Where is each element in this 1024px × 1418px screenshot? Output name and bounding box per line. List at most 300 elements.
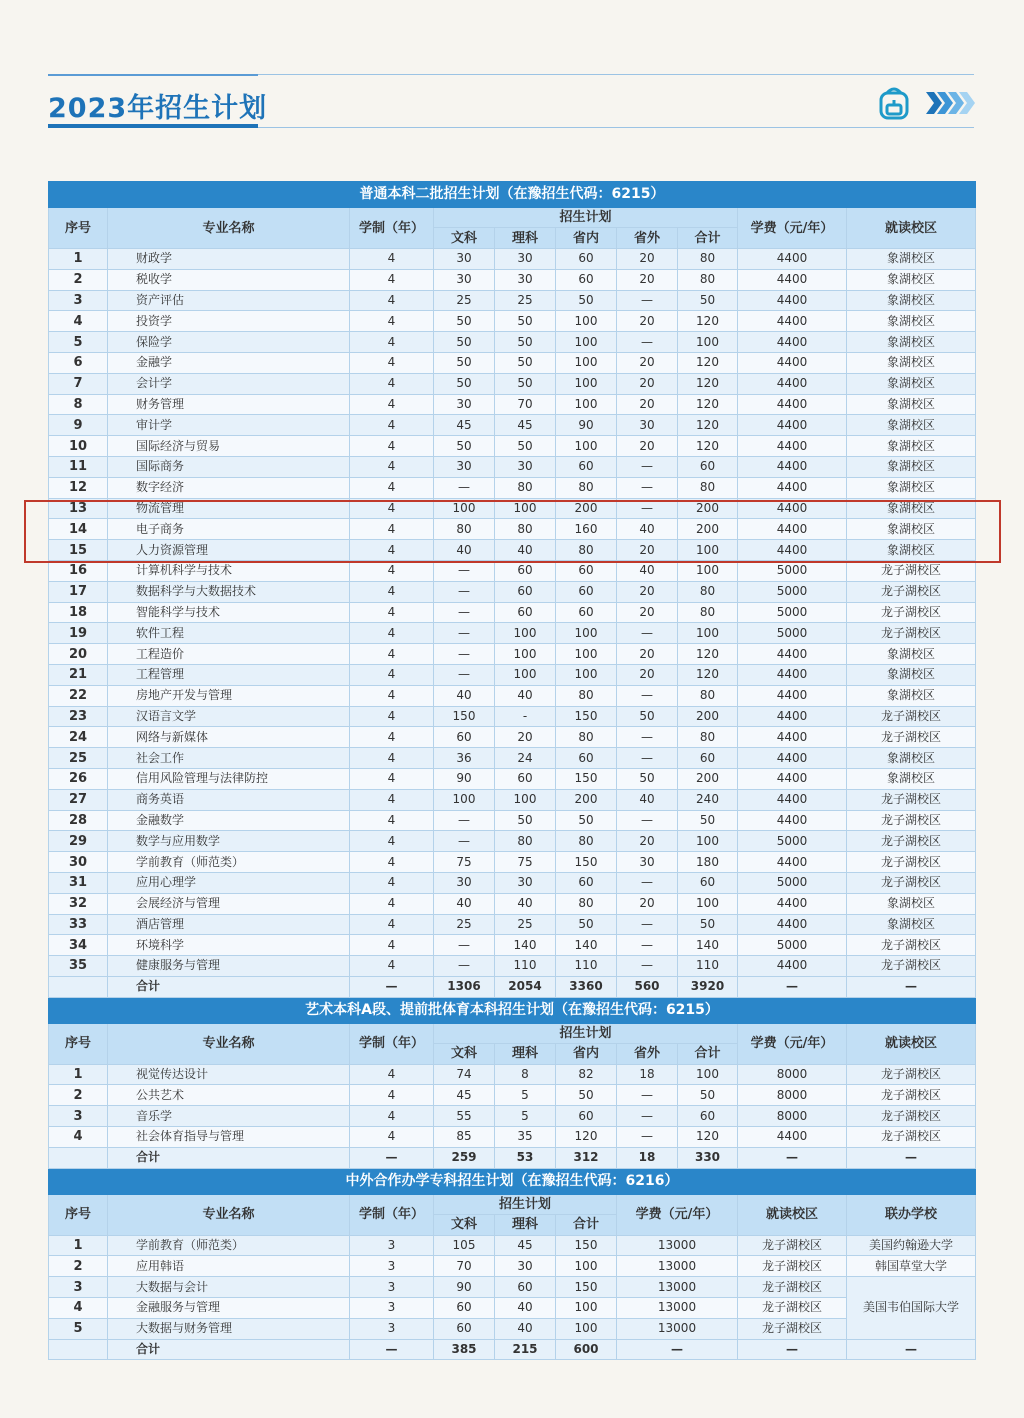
cell-arts: 60 xyxy=(434,1318,495,1339)
cell-major: 网络与新媒体 xyxy=(108,727,350,748)
cell-seq: 18 xyxy=(49,602,108,623)
cell-outprov: — xyxy=(617,956,678,977)
cell-major: 物流管理 xyxy=(108,498,350,519)
cell-total: 80 xyxy=(678,477,738,498)
cell-years: 4 xyxy=(350,352,434,373)
col-inprov: 省内 xyxy=(556,228,617,249)
cell-arts: 30 xyxy=(434,394,495,415)
cell-seq: 19 xyxy=(49,623,108,644)
cell-arts: 90 xyxy=(434,1277,495,1298)
cell-fee: 4400 xyxy=(738,685,847,706)
cell-years: 4 xyxy=(350,706,434,727)
cell-outprov: — xyxy=(617,935,678,956)
col-partner: 联办学校 xyxy=(847,1194,976,1235)
cell-arts: 100 xyxy=(434,498,495,519)
cell-campus: 龙子湖校区 xyxy=(847,956,976,977)
cell-fee: 4400 xyxy=(738,498,847,519)
total-row xyxy=(49,976,976,997)
cell-total: 60 xyxy=(678,748,738,769)
cell-years: 4 xyxy=(350,456,434,477)
cell-seq: 21 xyxy=(49,664,108,685)
cell-years: 4 xyxy=(350,436,434,457)
cell-campus: 象湖校区 xyxy=(847,768,976,789)
cell-major: 健康服务与管理 xyxy=(108,956,350,977)
col-seq: 序号 xyxy=(49,208,108,249)
cell-inprov: 312 xyxy=(556,1147,617,1168)
cell-total: 100 xyxy=(556,1256,617,1277)
cell-outprov: — xyxy=(617,290,678,311)
cell-outprov: 50 xyxy=(617,706,678,727)
cell-years: 4 xyxy=(350,727,434,748)
cell-sci: 5 xyxy=(495,1106,556,1127)
cell-sci: 100 xyxy=(495,644,556,665)
table-row xyxy=(49,249,976,270)
cell-outprov: — xyxy=(617,456,678,477)
cell-arts: 50 xyxy=(434,373,495,394)
cell-outprov: — xyxy=(617,477,678,498)
cell-total: 180 xyxy=(678,852,738,873)
cell-total: 120 xyxy=(678,644,738,665)
cell-inprov: 60 xyxy=(556,748,617,769)
table-row xyxy=(49,831,976,852)
cell-major: 资产评估 xyxy=(108,290,350,311)
col-inprov: 省内 xyxy=(556,1043,617,1064)
cell-fee: 4400 xyxy=(738,540,847,561)
cell-major: 信用风险管理与法律防控 xyxy=(108,768,350,789)
cell-years: 3 xyxy=(350,1277,434,1298)
cell-outprov: 50 xyxy=(617,768,678,789)
cell-years: — xyxy=(350,976,434,997)
cell-major: 环境科学 xyxy=(108,935,350,956)
cell-campus: 象湖校区 xyxy=(847,269,976,290)
cell-arts: 150 xyxy=(434,706,495,727)
cell-fee: 4400 xyxy=(738,415,847,436)
cell-major: 投资学 xyxy=(108,311,350,332)
col-campus: 就读校区 xyxy=(847,208,976,249)
table-row xyxy=(49,768,976,789)
cell-total: 100 xyxy=(678,540,738,561)
cell-outprov: 18 xyxy=(617,1064,678,1085)
cell-seq: 1 xyxy=(49,1064,108,1085)
cell-outprov: 20 xyxy=(617,664,678,685)
cell-seq: 4 xyxy=(49,311,108,332)
cell-seq: 3 xyxy=(49,1106,108,1127)
cell-years: 4 xyxy=(350,685,434,706)
cell-major: 工程造价 xyxy=(108,644,350,665)
col-seq: 序号 xyxy=(49,1023,108,1064)
cell-arts: 80 xyxy=(434,519,495,540)
cell-sci: 140 xyxy=(495,935,556,956)
cell-sci: 5 xyxy=(495,1085,556,1106)
cell-total: 100 xyxy=(678,560,738,581)
cell-inprov: 100 xyxy=(556,436,617,457)
cell-arts: — xyxy=(434,810,495,831)
cell-total: 150 xyxy=(556,1235,617,1256)
cell-major: 大数据与会计 xyxy=(108,1277,350,1298)
cell-years: 4 xyxy=(350,249,434,270)
highlight-box xyxy=(24,500,1001,563)
cell-arts: 50 xyxy=(434,311,495,332)
cell-arts: — xyxy=(434,664,495,685)
cell-fee: 4400 xyxy=(738,519,847,540)
col-years: 学制（年） xyxy=(350,208,434,249)
cell-campus: 象湖校区 xyxy=(847,914,976,935)
cell-inprov: 100 xyxy=(556,623,617,644)
cell-inprov: 200 xyxy=(556,789,617,810)
cell-campus: — xyxy=(847,976,976,997)
cell-major: 国际商务 xyxy=(108,456,350,477)
cell-total: 120 xyxy=(678,311,738,332)
cell-sci: 30 xyxy=(495,249,556,270)
cell-major: 财政学 xyxy=(108,249,350,270)
cell-seq: 3 xyxy=(49,1277,108,1298)
col-years: 学制（年） xyxy=(350,1194,434,1235)
cell-seq: 5 xyxy=(49,332,108,353)
cell-fee: 4400 xyxy=(738,852,847,873)
cell-outprov: 20 xyxy=(617,602,678,623)
table-row xyxy=(49,810,976,831)
col-arts: 文科 xyxy=(434,1043,495,1064)
cell-arts: 75 xyxy=(434,852,495,873)
cell-fee: 4400 xyxy=(738,332,847,353)
cell-inprov: 80 xyxy=(556,540,617,561)
cell-total: 50 xyxy=(678,1085,738,1106)
cell-years: 4 xyxy=(350,852,434,873)
cell-years: 4 xyxy=(350,956,434,977)
cell-outprov: 40 xyxy=(617,560,678,581)
cell-sci: 50 xyxy=(495,352,556,373)
cell-inprov: 50 xyxy=(556,1085,617,1106)
cell-campus: 象湖校区 xyxy=(847,498,976,519)
cell-total: 120 xyxy=(678,436,738,457)
cell-major: 学前教育（师范类） xyxy=(108,852,350,873)
table-row xyxy=(49,706,976,727)
table-row xyxy=(49,727,976,748)
cell-sci: 60 xyxy=(495,581,556,602)
cell-total: 80 xyxy=(678,249,738,270)
cell-outprov: 18 xyxy=(617,1147,678,1168)
cell-seq: 3 xyxy=(49,290,108,311)
cell-sci: 80 xyxy=(495,831,556,852)
cell-inprov: 200 xyxy=(556,498,617,519)
cell-major: 审计学 xyxy=(108,415,350,436)
cell-major: 大数据与财务管理 xyxy=(108,1318,350,1339)
cell-major: 金融学 xyxy=(108,352,350,373)
cell-years: 4 xyxy=(350,540,434,561)
cell-campus: 象湖校区 xyxy=(847,249,976,270)
cell-years: 4 xyxy=(350,602,434,623)
cell-fee: 13000 xyxy=(617,1277,738,1298)
table-row xyxy=(49,602,976,623)
table-row xyxy=(49,436,976,457)
cell-total: 60 xyxy=(678,1106,738,1127)
table-row xyxy=(49,1318,976,1339)
cell-sci: 20 xyxy=(495,727,556,748)
cell-sci: 100 xyxy=(495,623,556,644)
cell-fee: 5000 xyxy=(738,623,847,644)
col-sci: 理科 xyxy=(495,1214,556,1235)
cell-arts: 30 xyxy=(434,249,495,270)
cell-partner: 韩国草堂大学 xyxy=(847,1256,976,1277)
cell-years: 4 xyxy=(350,477,434,498)
cell-outprov: — xyxy=(617,1106,678,1127)
cell-major: 软件工程 xyxy=(108,623,350,644)
cell-outprov: 20 xyxy=(617,436,678,457)
cell-sci: 40 xyxy=(495,1318,556,1339)
cell-years: 4 xyxy=(350,415,434,436)
cell-inprov: 100 xyxy=(556,352,617,373)
cell-seq xyxy=(49,1147,108,1168)
cell-years: 4 xyxy=(350,935,434,956)
cell-fee: 4400 xyxy=(738,290,847,311)
cell-years: 4 xyxy=(350,1064,434,1085)
table-row xyxy=(49,1256,976,1277)
cell-years: 4 xyxy=(350,768,434,789)
table-row xyxy=(49,1277,976,1298)
cell-seq: 25 xyxy=(49,748,108,769)
cell-seq: 1 xyxy=(49,249,108,270)
cell-total: 80 xyxy=(678,581,738,602)
cell-fee: 4400 xyxy=(738,727,847,748)
cell-sci: 50 xyxy=(495,436,556,457)
cell-campus: 象湖校区 xyxy=(847,748,976,769)
cell-sci: 60 xyxy=(495,602,556,623)
cell-major: 保险学 xyxy=(108,332,350,353)
table-row xyxy=(49,914,976,935)
cell-inprov: 50 xyxy=(556,914,617,935)
cell-years: 4 xyxy=(350,914,434,935)
cell-seq xyxy=(49,1339,108,1360)
cell-fee: — xyxy=(738,1147,847,1168)
col-years: 学制（年） xyxy=(350,1023,434,1064)
cell-fee: 4400 xyxy=(738,311,847,332)
cell-campus: 龙子湖校区 xyxy=(738,1235,847,1256)
cell-total: 120 xyxy=(678,415,738,436)
cell-total: 50 xyxy=(678,810,738,831)
cell-major: 会计学 xyxy=(108,373,350,394)
cell-outprov: 30 xyxy=(617,415,678,436)
cell-years: 4 xyxy=(350,519,434,540)
cell-fee: 4400 xyxy=(738,373,847,394)
cell-total: 100 xyxy=(678,332,738,353)
cell-sci: 100 xyxy=(495,789,556,810)
cell-campus: 龙子湖校区 xyxy=(847,1064,976,1085)
col-arts: 文科 xyxy=(434,228,495,249)
cell-sci: 40 xyxy=(495,685,556,706)
cell-years: — xyxy=(350,1339,434,1360)
cell-inprov: 3360 xyxy=(556,976,617,997)
cell-total: 100 xyxy=(678,623,738,644)
cell-major: 商务英语 xyxy=(108,789,350,810)
cell-seq: 4 xyxy=(49,1127,108,1148)
cell-years: — xyxy=(350,1147,434,1168)
cell-total: 120 xyxy=(678,1127,738,1148)
cell-inprov: 60 xyxy=(556,456,617,477)
col-fee: 学费（元/年） xyxy=(738,1023,847,1064)
cell-partner: 美国约翰逊大学 xyxy=(847,1235,976,1256)
cell-sci: 53 xyxy=(495,1147,556,1168)
cell-fee: 4400 xyxy=(738,748,847,769)
table-row xyxy=(49,1127,976,1148)
cell-total: 120 xyxy=(678,664,738,685)
cell-total: 600 xyxy=(556,1339,617,1360)
cell-campus: 象湖校区 xyxy=(847,893,976,914)
col-sci: 理科 xyxy=(495,228,556,249)
cell-sci: 80 xyxy=(495,477,556,498)
cell-major: 社会体育指导与管理 xyxy=(108,1127,350,1148)
cell-total: 100 xyxy=(556,1298,617,1319)
cell-years: 4 xyxy=(350,1085,434,1106)
cell-outprov: — xyxy=(617,623,678,644)
cell-seq: 32 xyxy=(49,893,108,914)
cell-fee: 4400 xyxy=(738,1127,847,1148)
cell-outprov: 20 xyxy=(617,831,678,852)
cell-total: 200 xyxy=(678,519,738,540)
cell-total: 80 xyxy=(678,269,738,290)
cell-campus: 象湖校区 xyxy=(847,394,976,415)
cell-fee: 4400 xyxy=(738,477,847,498)
cell-major: 人力资源管理 xyxy=(108,540,350,561)
cell-inprov: 80 xyxy=(556,727,617,748)
cell-sci: 30 xyxy=(495,456,556,477)
cell-seq: 28 xyxy=(49,810,108,831)
cell-campus: 象湖校区 xyxy=(847,373,976,394)
cell-arts: 60 xyxy=(434,1298,495,1319)
cell-seq: 23 xyxy=(49,706,108,727)
cell-arts: 1306 xyxy=(434,976,495,997)
col-total: 合计 xyxy=(556,1214,617,1235)
cell-outprov: 20 xyxy=(617,893,678,914)
table-row xyxy=(49,352,976,373)
cell-arts: — xyxy=(434,831,495,852)
cell-arts: 30 xyxy=(434,872,495,893)
cell-campus: 龙子湖校区 xyxy=(847,831,976,852)
cell-arts: 385 xyxy=(434,1339,495,1360)
cell-seq: 24 xyxy=(49,727,108,748)
cell-outprov: — xyxy=(617,872,678,893)
cell-inprov: 90 xyxy=(556,415,617,436)
cell-campus: 龙子湖校区 xyxy=(847,602,976,623)
cell-years: 4 xyxy=(350,664,434,685)
enrollment-plan-tables xyxy=(48,181,975,1360)
cell-outprov: 20 xyxy=(617,311,678,332)
cell-total: 100 xyxy=(678,893,738,914)
table-row xyxy=(49,1064,976,1085)
cell-sci: 40 xyxy=(495,540,556,561)
col-fee: 学费（元/年） xyxy=(738,208,847,249)
cell-major: 财务管理 xyxy=(108,394,350,415)
cell-major: 数据科学与大数据技术 xyxy=(108,581,350,602)
cell-total: 200 xyxy=(678,498,738,519)
cell-fee: 4400 xyxy=(738,269,847,290)
cell-sci: 2054 xyxy=(495,976,556,997)
table-row xyxy=(49,560,976,581)
cell-inprov: 100 xyxy=(556,664,617,685)
cell-total: 120 xyxy=(678,373,738,394)
col-arts: 文科 xyxy=(434,1214,495,1235)
cell-outprov: 40 xyxy=(617,519,678,540)
cell-sci: 100 xyxy=(495,664,556,685)
cell-inprov: 100 xyxy=(556,332,617,353)
cell-major: 国际经济与贸易 xyxy=(108,436,350,457)
cell-total: 100 xyxy=(678,831,738,852)
cell-total: 80 xyxy=(678,685,738,706)
col-plan: 招生计划 xyxy=(434,1023,738,1043)
table-row xyxy=(49,935,976,956)
cell-arts: 25 xyxy=(434,290,495,311)
cell-sci: 50 xyxy=(495,810,556,831)
cell-fee: 8000 xyxy=(738,1106,847,1127)
cell-partner: — xyxy=(847,1339,976,1360)
cell-fee: 4400 xyxy=(738,644,847,665)
cell-years: 4 xyxy=(350,290,434,311)
cell-arts: 40 xyxy=(434,540,495,561)
cell-inprov: 150 xyxy=(556,768,617,789)
cell-arts: — xyxy=(434,956,495,977)
cell-inprov: 100 xyxy=(556,644,617,665)
cell-campus: 象湖校区 xyxy=(847,332,976,353)
table-row xyxy=(49,581,976,602)
cell-seq: 17 xyxy=(49,581,108,602)
cell-seq: 13 xyxy=(49,498,108,519)
cell-outprov: 20 xyxy=(617,394,678,415)
cell-fee: 4400 xyxy=(738,249,847,270)
cell-total: 110 xyxy=(678,956,738,977)
cell-arts: 50 xyxy=(434,352,495,373)
cell-major: 房地产开发与管理 xyxy=(108,685,350,706)
header-rule-bottom xyxy=(258,127,974,128)
cell-years: 3 xyxy=(350,1256,434,1277)
cell-years: 4 xyxy=(350,872,434,893)
table-row xyxy=(49,311,976,332)
cell-sci: 30 xyxy=(495,1256,556,1277)
col-campus: 就读校区 xyxy=(847,1023,976,1064)
cell-outprov: — xyxy=(617,685,678,706)
col-plan: 招生计划 xyxy=(434,1194,617,1214)
cell-sci: 100 xyxy=(495,498,556,519)
cell-partner: 美国韦伯国际大学 xyxy=(847,1277,976,1339)
cell-outprov: 40 xyxy=(617,789,678,810)
cell-inprov: 50 xyxy=(556,810,617,831)
cell-campus: 龙子湖校区 xyxy=(847,872,976,893)
cell-inprov: 80 xyxy=(556,477,617,498)
cell-arts: 25 xyxy=(434,914,495,935)
col-total: 合计 xyxy=(678,1043,738,1064)
cell-fee: — xyxy=(738,976,847,997)
col-seq: 序号 xyxy=(49,1194,108,1235)
table-row xyxy=(49,332,976,353)
cell-outprov: 20 xyxy=(617,269,678,290)
cell-outprov: 30 xyxy=(617,852,678,873)
cell-sci: 35 xyxy=(495,1127,556,1148)
col-sci: 理科 xyxy=(495,1043,556,1064)
cell-inprov: 100 xyxy=(556,394,617,415)
cell-outprov: 20 xyxy=(617,644,678,665)
table-row xyxy=(49,748,976,769)
cell-major: 视觉传达设计 xyxy=(108,1064,350,1085)
header-rule-top-right xyxy=(258,74,974,75)
cell-sci: 30 xyxy=(495,872,556,893)
cell-fee: 4400 xyxy=(738,768,847,789)
cell-years: 4 xyxy=(350,332,434,353)
cell-outprov: 20 xyxy=(617,581,678,602)
cell-campus: 龙子湖校区 xyxy=(738,1318,847,1339)
cell-inprov: 150 xyxy=(556,852,617,873)
cell-total: 80 xyxy=(678,602,738,623)
cell-fee: 4400 xyxy=(738,352,847,373)
cell-outprov: — xyxy=(617,727,678,748)
cell-arts: — xyxy=(434,623,495,644)
